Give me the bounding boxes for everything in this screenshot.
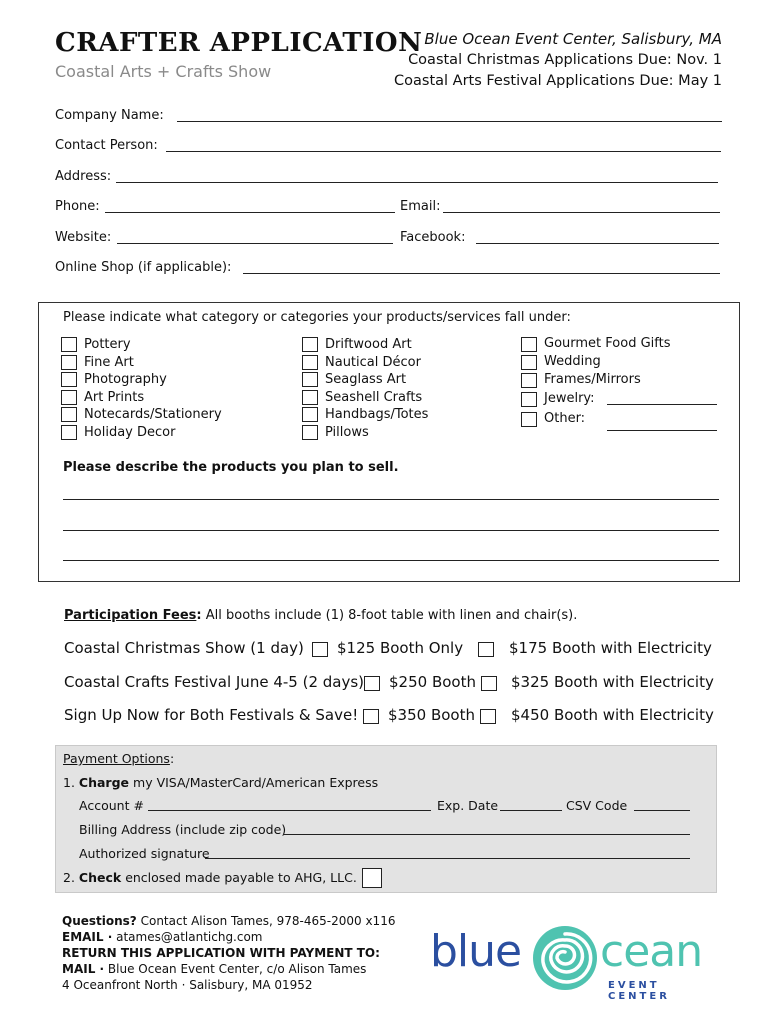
fee-event-christmas: Coastal Christmas Show (1 day)	[64, 639, 304, 657]
phone-label: Phone:	[55, 199, 100, 214]
facebook-label: Facebook:	[400, 230, 466, 245]
website-field[interactable]	[117, 243, 393, 244]
mail-text: Blue Ocean Event Center, c/o Alison Tames	[107, 962, 367, 976]
address-label: Address:	[55, 169, 112, 184]
fee-option: $175 Booth with Electricity	[509, 639, 712, 657]
account-label: Account #	[79, 798, 144, 813]
mail-line	[62, 961, 395, 977]
logo-tagline: EVENT CENTER	[608, 980, 670, 1002]
payment-heading-wrap: Payment Options:	[63, 751, 175, 766]
category-label: Notecards/Stationery	[84, 407, 222, 422]
charge-text: my VISA/MasterCard/American Express	[133, 775, 379, 790]
category-label: Holiday Decor	[84, 424, 176, 440]
category-label: Art Prints	[84, 389, 145, 405]
checkbox[interactable]	[480, 709, 496, 724]
checkbox[interactable]	[61, 425, 77, 440]
checkbox[interactable]	[61, 372, 77, 387]
checkbox[interactable]	[302, 337, 318, 352]
email-line	[62, 929, 395, 945]
describe-line-2[interactable]	[63, 530, 719, 531]
checkbox[interactable]	[302, 407, 318, 422]
check-text: enclosed made payable to AHG, LLC.	[125, 870, 357, 885]
describe-line-1[interactable]	[63, 499, 719, 500]
payment-heading: Payment Options	[63, 751, 170, 766]
checkbox[interactable]	[521, 337, 537, 352]
list-number: 1.	[63, 775, 75, 790]
festival-due: Coastal Arts Festival Applications Due: May 1	[394, 73, 722, 89]
category-label: Fine Art	[84, 354, 134, 370]
checkbox[interactable]	[61, 337, 77, 352]
category-column-1	[61, 336, 222, 441]
fee-option: $250 Booth	[389, 673, 476, 691]
street-address: 4 Oceanfront North · Salisbury, MA 01952	[62, 978, 313, 992]
signature-label: Authorized signature	[79, 846, 210, 861]
category-item[interactable]	[302, 406, 428, 424]
category-column-2	[302, 336, 428, 441]
phone-field[interactable]	[105, 212, 395, 213]
checkbox[interactable]	[302, 355, 318, 370]
online-shop-label: Online Shop (if applicable):	[55, 260, 232, 275]
category-item[interactable]	[61, 371, 222, 389]
contact-field[interactable]	[166, 151, 721, 152]
list-number: 2.	[63, 870, 75, 885]
category-label: Seashell Crafts	[325, 389, 423, 405]
venue-line: Blue Ocean Event Center, Salisbury, MA	[424, 30, 722, 48]
category-label: Handbags/Totes	[325, 407, 429, 422]
checkbox[interactable]	[521, 392, 537, 407]
blue-ocean-logo	[428, 922, 720, 1002]
csv-field[interactable]	[634, 810, 690, 811]
check-line	[63, 870, 357, 885]
facebook-field[interactable]	[476, 243, 719, 244]
email-label: Email:	[400, 199, 441, 214]
checkbox[interactable]	[61, 390, 77, 405]
category-item[interactable]	[302, 336, 428, 354]
footer-contact	[62, 913, 395, 993]
mail-label: MAIL ·	[62, 962, 105, 976]
category-label: Other:	[544, 411, 586, 426]
return-line	[62, 945, 395, 961]
billing-label: Billing Address (include zip code)	[79, 822, 287, 837]
checkbox[interactable]	[521, 412, 537, 427]
category-item[interactable]	[61, 389, 222, 407]
category-label: Gourmet Food Gifts	[544, 336, 671, 351]
jewelry-field[interactable]	[607, 404, 717, 405]
category-label: Pottery	[84, 337, 131, 352]
logo-word-cean: cean	[600, 926, 703, 977]
shell-icon	[531, 924, 599, 992]
category-item-other[interactable]	[521, 409, 670, 429]
exp-label: Exp. Date	[437, 798, 499, 813]
return-text: RETURN THIS APPLICATION WITH PAYMENT TO:	[62, 946, 380, 960]
fee-event-both: Sign Up Now for Both Festivals & Save!	[64, 706, 359, 724]
category-label: Frames/Mirrors	[544, 372, 641, 387]
category-label: Seaglass Art	[325, 372, 407, 387]
fee-option: $325 Booth with Electricity	[511, 673, 714, 691]
category-item[interactable]	[521, 353, 670, 371]
checkbox[interactable]	[364, 676, 380, 691]
category-label: Photography	[84, 372, 167, 387]
checkbox[interactable]	[302, 390, 318, 405]
category-item[interactable]	[61, 424, 222, 442]
checkbox[interactable]	[302, 372, 318, 387]
checkbox[interactable]	[521, 355, 537, 370]
website-label: Website:	[55, 230, 112, 245]
address-field[interactable]	[116, 182, 718, 183]
checkbox[interactable]	[363, 709, 379, 724]
check-label: Check	[78, 870, 122, 885]
logo-word-blue: blue	[430, 926, 522, 977]
fee-option: $125 Booth Only	[337, 639, 464, 657]
checkbox[interactable]	[521, 373, 537, 388]
category-item[interactable]	[302, 371, 428, 389]
category-item-jewelry[interactable]	[521, 389, 670, 409]
checkbox[interactable]	[478, 642, 494, 657]
exp-field[interactable]	[500, 810, 562, 811]
form-subtitle: Coastal Arts + Crafts Show	[55, 62, 272, 81]
email-label: EMAIL ·	[62, 930, 113, 944]
fee-event-crafts: Coastal Crafts Festival June 4-5 (2 days)	[64, 673, 365, 691]
category-label: Pillows	[325, 424, 369, 440]
category-item[interactable]	[61, 354, 222, 372]
category-label: Nautical Décor	[325, 354, 421, 370]
category-item[interactable]	[521, 335, 670, 353]
category-item[interactable]	[302, 424, 428, 442]
charge-label: Charge	[78, 775, 130, 790]
email-field[interactable]	[443, 212, 720, 213]
category-item[interactable]	[61, 406, 222, 424]
category-label: Wedding	[544, 354, 601, 369]
company-label: Company Name:	[55, 108, 164, 123]
email-address[interactable]: atames@atlantichg.com	[116, 930, 263, 944]
fees-heading: Participation Fees	[64, 608, 197, 623]
checkbox[interactable]	[312, 642, 328, 657]
billing-field[interactable]	[283, 834, 690, 835]
questions-line	[62, 913, 395, 929]
category-item[interactable]	[302, 389, 428, 407]
category-item[interactable]	[61, 336, 222, 354]
online-shop-field[interactable]	[243, 273, 720, 274]
category-prompt: Please indicate what category or categories your products/services fall under:	[63, 310, 571, 325]
account-field[interactable]	[148, 810, 431, 811]
fee-option: $350 Booth	[388, 706, 475, 724]
category-item[interactable]	[302, 354, 428, 372]
questions-text: Contact Alison Tames, 978-465-2000 x116	[140, 914, 396, 928]
fee-option: $450 Booth with Electricity	[511, 706, 714, 724]
contact-label: Contact Person:	[55, 138, 158, 153]
category-label: Jewelry:	[544, 391, 595, 406]
category-column-3	[521, 335, 670, 429]
checkbox[interactable]	[302, 425, 318, 440]
questions-label: Questions?	[62, 914, 137, 928]
fees-note: All booths include (1) 8-foot table with linen and chair(s).	[205, 608, 578, 623]
category-label: Driftwood Art	[325, 337, 412, 352]
check-checkbox[interactable]	[362, 868, 382, 888]
checkbox[interactable]	[481, 676, 497, 691]
category-item[interactable]	[521, 371, 670, 389]
form-title: CRAFTER APPLICATION	[55, 28, 423, 58]
describe-heading: Please describe the products you plan to sell.	[63, 460, 399, 475]
signature-field[interactable]	[205, 858, 690, 859]
other-field[interactable]	[607, 430, 717, 431]
describe-line-3[interactable]	[63, 560, 719, 561]
checkbox[interactable]	[61, 355, 77, 370]
charge-line	[63, 775, 378, 790]
csv-label: CSV Code	[566, 798, 628, 813]
company-field[interactable]	[177, 121, 722, 122]
checkbox[interactable]	[61, 407, 77, 422]
christmas-due: Coastal Christmas Applications Due: Nov. 1	[408, 52, 722, 68]
fees-intro: Participation Fees: All booths include (1) 8-foot table with linen and chair(s).	[64, 608, 578, 623]
